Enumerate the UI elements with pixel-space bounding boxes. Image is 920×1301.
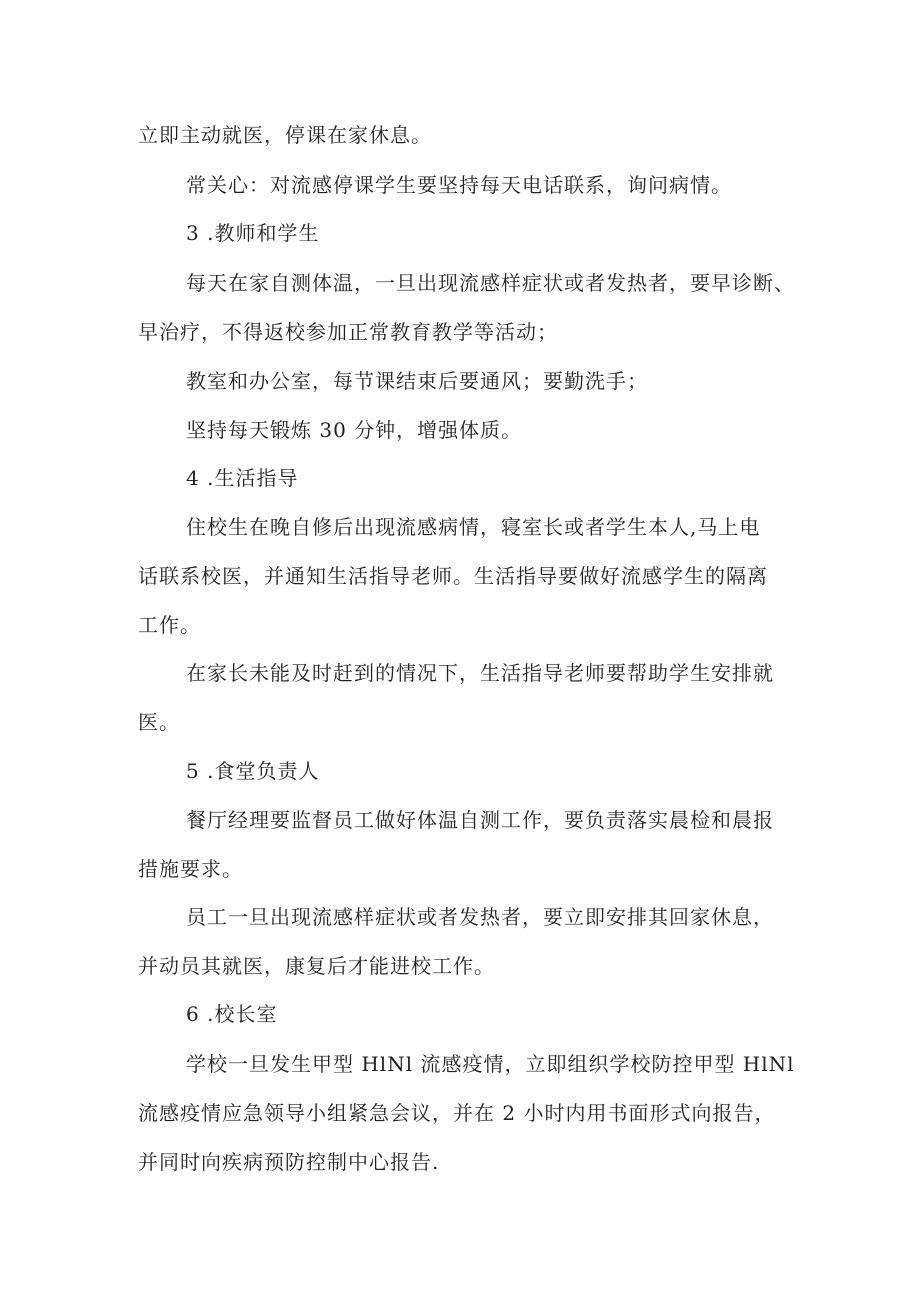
body-text: 工作。	[138, 613, 201, 637]
section-heading: 6 .校长室	[186, 1002, 278, 1026]
body-text: 餐厅经理要监督员工做好体温自测工作，要负责落实晨检和晨报	[186, 808, 774, 832]
body-text: 员工一旦出现流感样症状或者发热者，要立即安排其回家休息，	[186, 905, 774, 929]
body-text: 常关心：对流感停课学生要坚持每天电话联系，询问病情。	[186, 173, 732, 197]
section-heading: 5 .食堂负责人	[186, 759, 320, 783]
section-heading: 4 .生活指导	[186, 466, 299, 490]
body-text: 医。	[138, 710, 180, 734]
body-text: 每天在家自测体温，一旦出现流感样症状或者发热者，要早诊断、	[186, 271, 795, 295]
body-text: 学校一旦发生甲型 HlNl 流感疫情，立即组织学校防控甲型 HlNl	[186, 1052, 795, 1076]
body-text: 住校生在晚自修后出现流感病情，寝室长或者学生本人,马上电	[186, 515, 761, 539]
body-text: 在家长未能及时赶到的情况下，生活指导老师要帮助学生安排就	[186, 661, 774, 685]
body-text: 并同时向疾病预防控制中心报告.	[138, 1150, 440, 1174]
section-heading: 3 .教师和学生	[186, 221, 320, 245]
body-text: 坚持每天锻炼 30 分钟，增强体质。	[186, 418, 523, 442]
body-text: 并动员其就医，康复后才能进校工作。	[138, 954, 495, 978]
body-text: 早治疗，不得返校参加正常教育教学等活动；	[138, 320, 558, 344]
body-text: 教室和办公室，每节课结束后要通风；要勤洗手；	[186, 369, 648, 393]
body-text: 立即主动就医，停课在家休息。	[138, 123, 432, 147]
body-text: 流感疫情应急领导小组紧急会议，并在 2 小时内用书面形式向报告，	[138, 1101, 776, 1125]
body-text: 话联系校医，并通知生活指导老师。生活指导要做好流感学生的隔离	[138, 564, 768, 588]
body-text: 措施要求。	[138, 857, 243, 881]
